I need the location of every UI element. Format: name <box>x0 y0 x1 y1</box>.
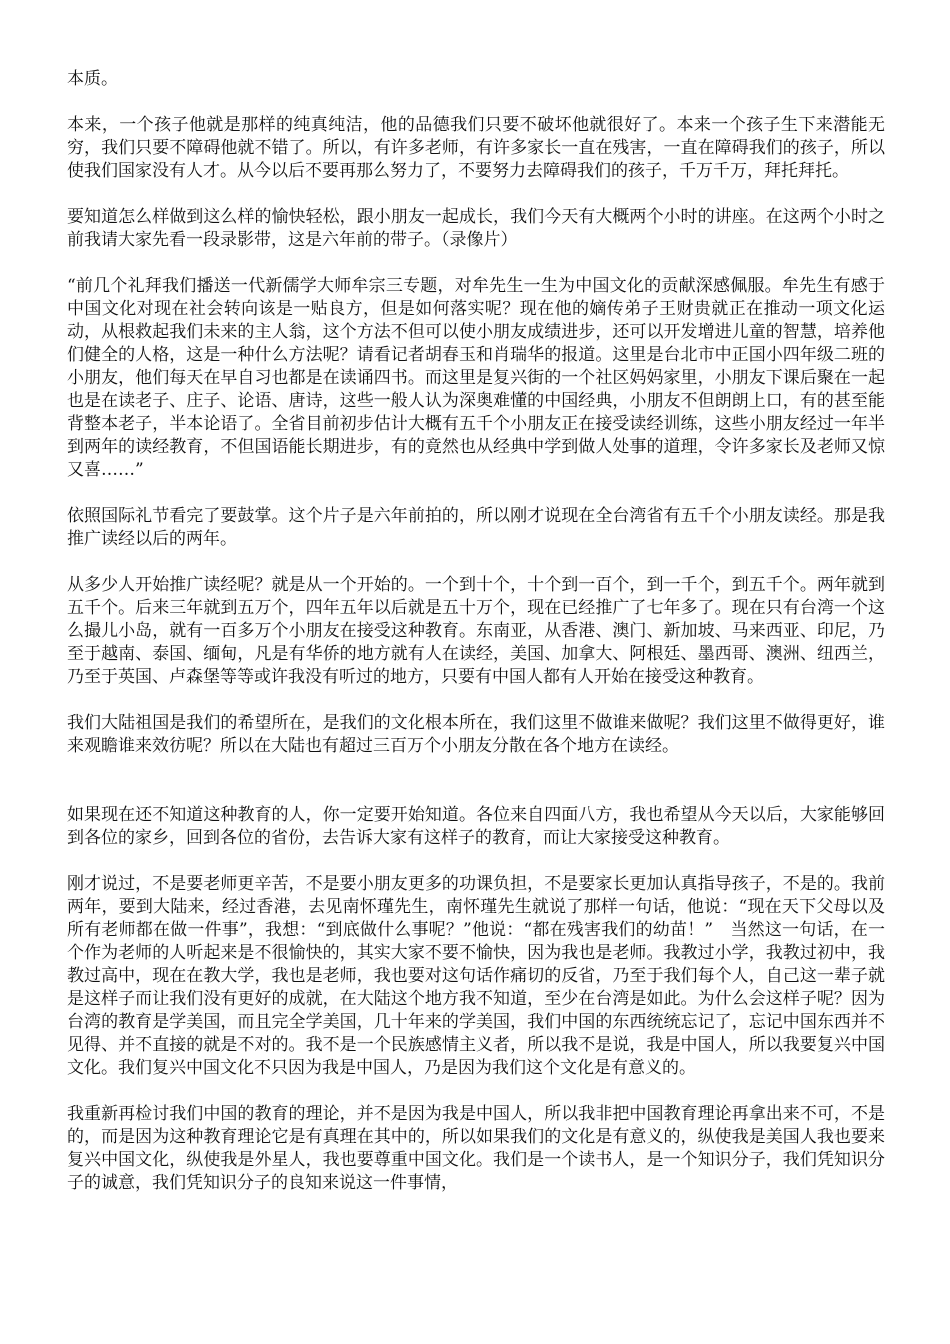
paragraph-8: 如果现在还不知道这种教育的人，你一定要开始知道。各位来自四面八方，我也希望从今天以后，大家能够回到各位的家乡，回到各位的省份，去告诉大家有这样子的教育，而让大家接受这种教育。 <box>67 805 885 848</box>
paragraph-3: 要知道怎么样做到这么样的愉快轻松，跟小朋友一起成长，我们今天有大概两个小时的讲座。在这两个小时之前我请大家先看一段录影带，这是六年前的带子。（录像片） <box>67 207 885 250</box>
paragraph-10: 我重新再检讨我们中国的教育的理论，并不是因为我是中国人，所以我非把中国教育理论再拿出来不可，不是的，而是因为这种教育理论它是有真理在其中的，所以如果我们的文化是有意义的，纵使我是美国人我也要来复兴中国文化，纵使我是外星人，我也要尊重中国文化。我们是一个读书人，是一个知识分子，我们凭知识分子的诚意，我们凭知识分子的良知来说这一件事情， <box>67 1104 885 1193</box>
paragraph-1: 本质。 <box>67 69 118 89</box>
document-page <box>67 68 885 1218</box>
paragraph-2: 本来，一个孩子他就是那样的纯真纯洁，他的品德我们只要不破坏他就很好了。本来一个孩子生下来潜能无穷，我们只要不障碍他就不错了。所以，有许多老师，有许多家长一直在残害，一直在障碍我们的孩子，所以使我们国家没有人才。从今以后不要再那么努力了，不要努力去障碍我们的孩子，千万千万，拜托拜托。 <box>67 115 885 181</box>
paragraph-4-quote: “前几个礼拜我们播送一代新儒学大师牟宗三专题，对牟先生一生为中国文化的贡献深感佩服。牟先生有感于中国文化对现在社会转向该是一贴良方，但是如何落实呢？现在他的嫡传弟子王财贵就正在推动一项文化运动，从根救起我们未来的主人翁，这个方法不但可以使小朋友成绩进步，还可以开发增进儿童的智慧，培养他们健全的人格，这是一种什么方法呢？请看记者胡春玉和肖瑞华的报道。这里是台北市中正国小四年级二班的小朋友，他们每天在早自习也都是在读诵四书。而这里是复兴街的一个社区妈妈家里，小朋友下课后聚在一起也是在读老子、庄子、论语、唐诗，这些一般人认为深奥难懂的中国经典，小朋友不但朗朗上口，有的甚至能背整本老子，半本论语了。全省目前初步估计大概有五千个小朋友正在接受读经训练，这些小朋友经过一年半到两年的读经教育，不但国语能长期进步，有的竟然也从经典中学到做人处事的道理，令许多家长及老师又惊又喜……” <box>67 276 885 480</box>
paragraph-7: 我们大陆祖国是我们的希望所在，是我们的文化根本所在，我们这里不做谁来做呢？我们这里不做得更好，谁来观瞻谁来效彷呢？所以在大陆也有超过三百万个小朋友分散在各个地方在读经。 <box>67 713 885 756</box>
paragraph-6: 从多少人开始推广读经呢？就是从一个开始的。一个到十个，十个到一百个，到一千个，到五千个。两年就到五千个。后来三年就到五万个，四年五年以后就是五十万个，现在已经推广了七年多了。现在只有台湾一个这么撮儿小岛，就有一百多万个小朋友在接受这种教育。东南亚，从香港、澳门、新加坡、马来西亚、印尼，乃至于越南、泰国、缅甸，凡是有华侨的地方就有人在读经，美国、加拿大、阿根廷、墨西哥、澳洲、纽西兰，乃至于英国、卢森堡等等或许我没有听过的地方，只要有中国人都有人开始在接受这种教育。 <box>67 575 885 687</box>
paragraph-9: 刚才说过，不是要老师更辛苦，不是要小朋友更多的功课负担，不是要家长更加认真指导孩子，不是的。我前两年，要到大陆来，经过香港，去见南怀瑾先生，南怀瑾先生就说了那样一句话，他说：“现在天下父母以及所有老师都在做一件事”，我想：“到底做什么事呢？”他说：“都在残害我们的幼苗！” 当然这一句话，在一个作为老师的人听起来是不很愉快的，其实大家不要不愉快，因为我也是老师。我教过小学，我教过初中，我教过高中，现在在教大学，我也是老师，我也要对这句话作痛切的反省，乃至于我们每个人，自己这一辈子就是这样子而让我们没有更好的成就，在大陆这个地方我不知道，至少在台湾是如此。为什么会这样子呢？因为台湾的教育是学美国，而且完全学美国，几十年来的学美国，我们中国的东西统统忘记了，忘记中国东西并不见得、并不直接的就是不对的。我不是一个民族感情主义者，所以我不是说，我是中国人，所以我要复兴中国文化。我们复兴中国文化不只因为我是中国人，乃是因为我们这个文化是有意义的。 <box>67 874 885 1078</box>
paragraph-5: 依照国际礼节看完了要鼓掌。这个片子是六年前拍的，所以刚才说现在全台湾省有五千个小朋友读经。那是我推广读经以后的两年。 <box>67 506 885 549</box>
